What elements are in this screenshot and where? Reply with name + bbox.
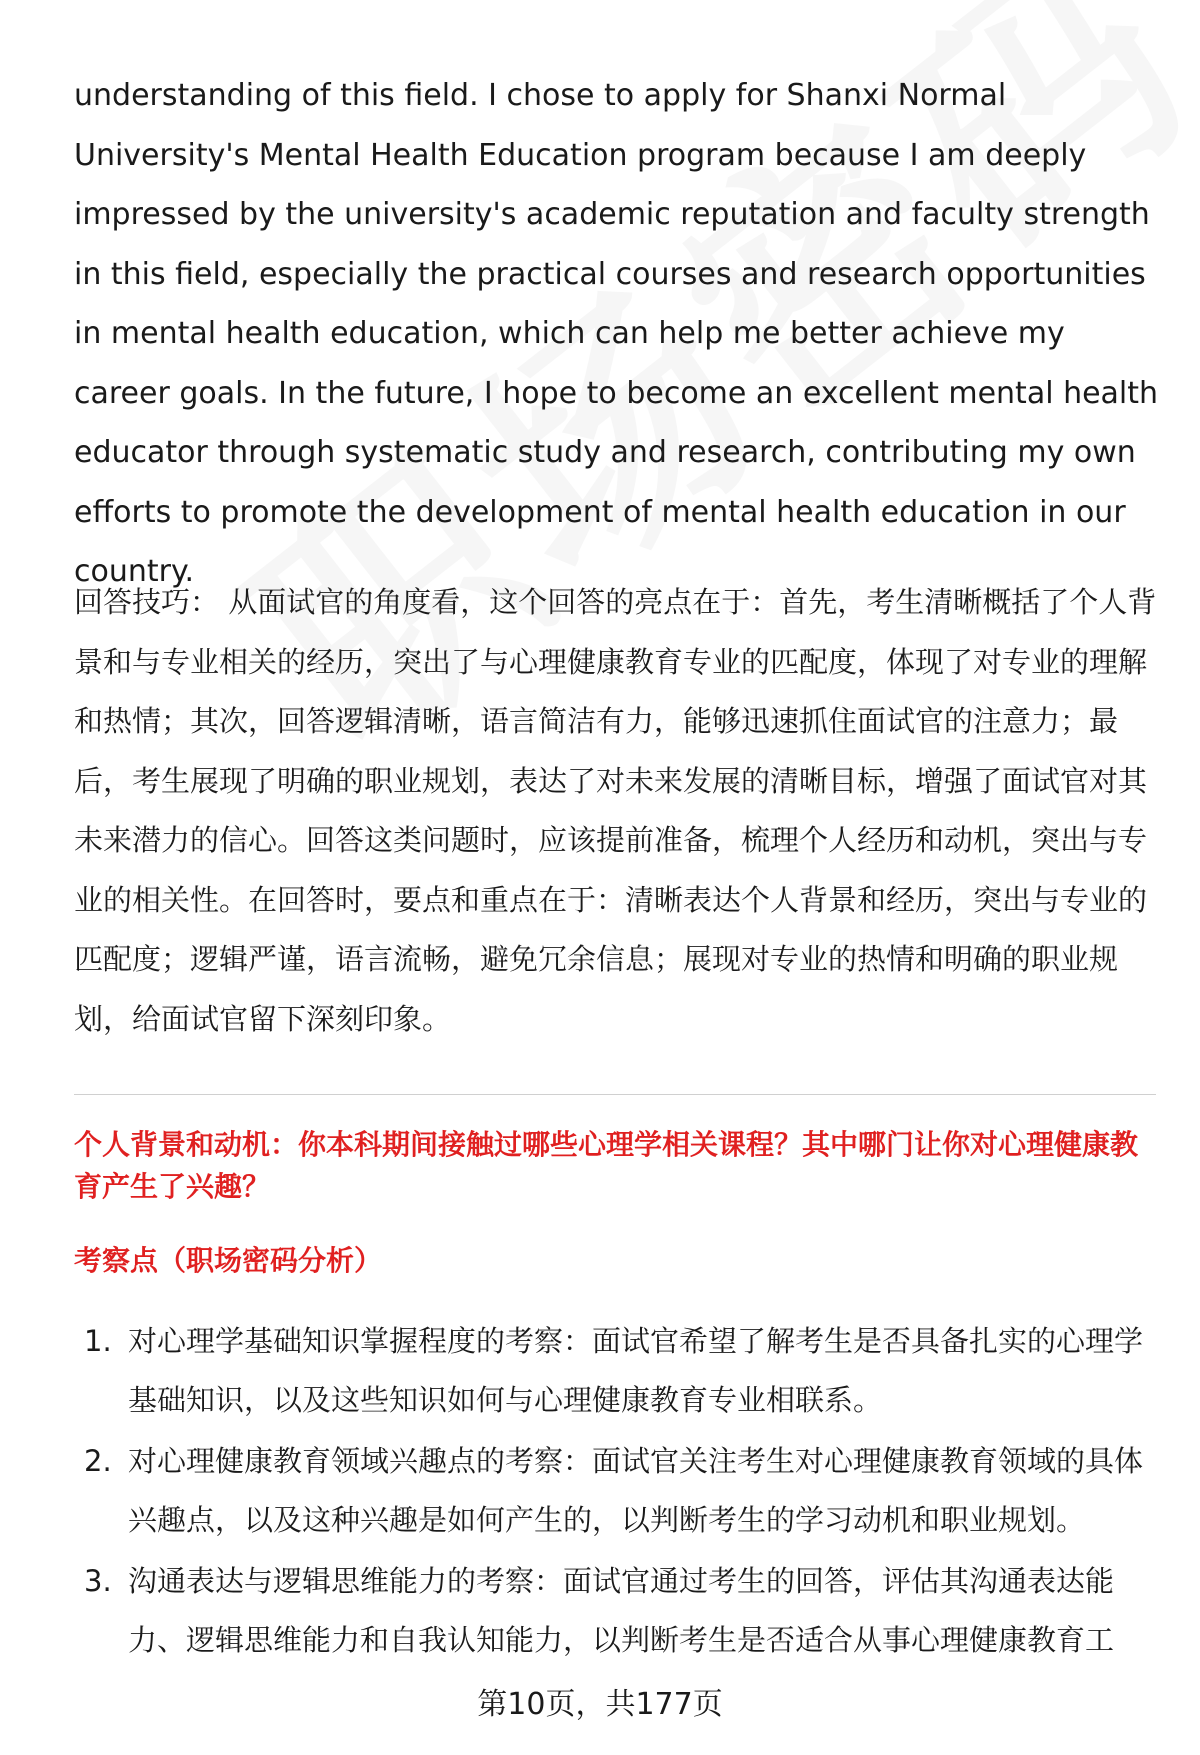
tips-paragraph: 回答技巧： 从面试官的角度看，这个回答的亮点在于：首先，考生清晰概括了个人背景和与专业相关的经历，突出了与心理健康教育专业的匹配度，体现了对专业的理解和热情；其次，回答逻辑清晰，语言简洁有力，能够迅速抓住面试官的注意力；最后，考生展现了明确的职业规划，表达了对未来发展的清晰目标，增强了面试官对其未来潜力的信心。回答这类问题时，应该提前准备，梳理个人经历和动机，突出与专业的相关性。在回答时，要点和重点在于：清晰表达个人背景和经历，突出与专业的匹配度；逻辑严谨，语言流畅，避免冗余信息；展现对专业的热情和明确的职业规划，给面试官留下深刻印象。	[74, 585, 1157, 1036]
sub-heading: 考察点（职场密码分析）	[74, 1244, 383, 1277]
section-divider	[74, 1094, 1156, 1095]
list-item-text: 对心理健康教育领域兴趣点的考察：面试官关注考生对心理健康教育领域的具体兴趣点，以及这种兴趣是如何产生的，以判断考生的学习动机和职业规划。	[128, 1444, 1144, 1537]
question-heading: 个人背景和动机：你本科期间接触过哪些心理学相关课程？其中哪门让你对心理健康教育产生了兴趣？	[74, 1128, 1139, 1203]
list-item-number: 3.	[84, 1564, 112, 1598]
list-item-number: 1.	[84, 1324, 112, 1358]
intro-paragraph: understanding of this field. I chose to apply for Shanxi Normal University's Mental Health Education program because I am deeply impressed by the university's academic reputation and faculty strength in this field, especially the practical courses and research opportunities in mental health education, which can help me better achieve my career goals. In the future, I hope to become an excellent mental health educator through systematic study and research, contributing my own efforts to promote the development of mental health education in our country.	[74, 78, 1159, 589]
page-footer: 第10页，共177页	[477, 1687, 723, 1722]
points-list	[74, 1312, 1164, 1672]
list-item	[74, 1312, 1164, 1430]
list-item-number: 2.	[84, 1444, 112, 1478]
list-item-text: 对心理学基础知识掌握程度的考察：面试官希望了解考生是否具备扎实的心理学基础知识，以及这些知识如何与心理健康教育专业相联系。	[128, 1324, 1144, 1417]
list-item-text: 沟通表达与逻辑思维能力的考察：面试官通过考生的回答，评估其沟通表达能力、逻辑思维能力和自我认知能力，以判断考生是否适合从事心理健康教育工	[128, 1564, 1115, 1657]
list-item	[74, 1432, 1164, 1550]
list-item	[74, 1552, 1164, 1670]
